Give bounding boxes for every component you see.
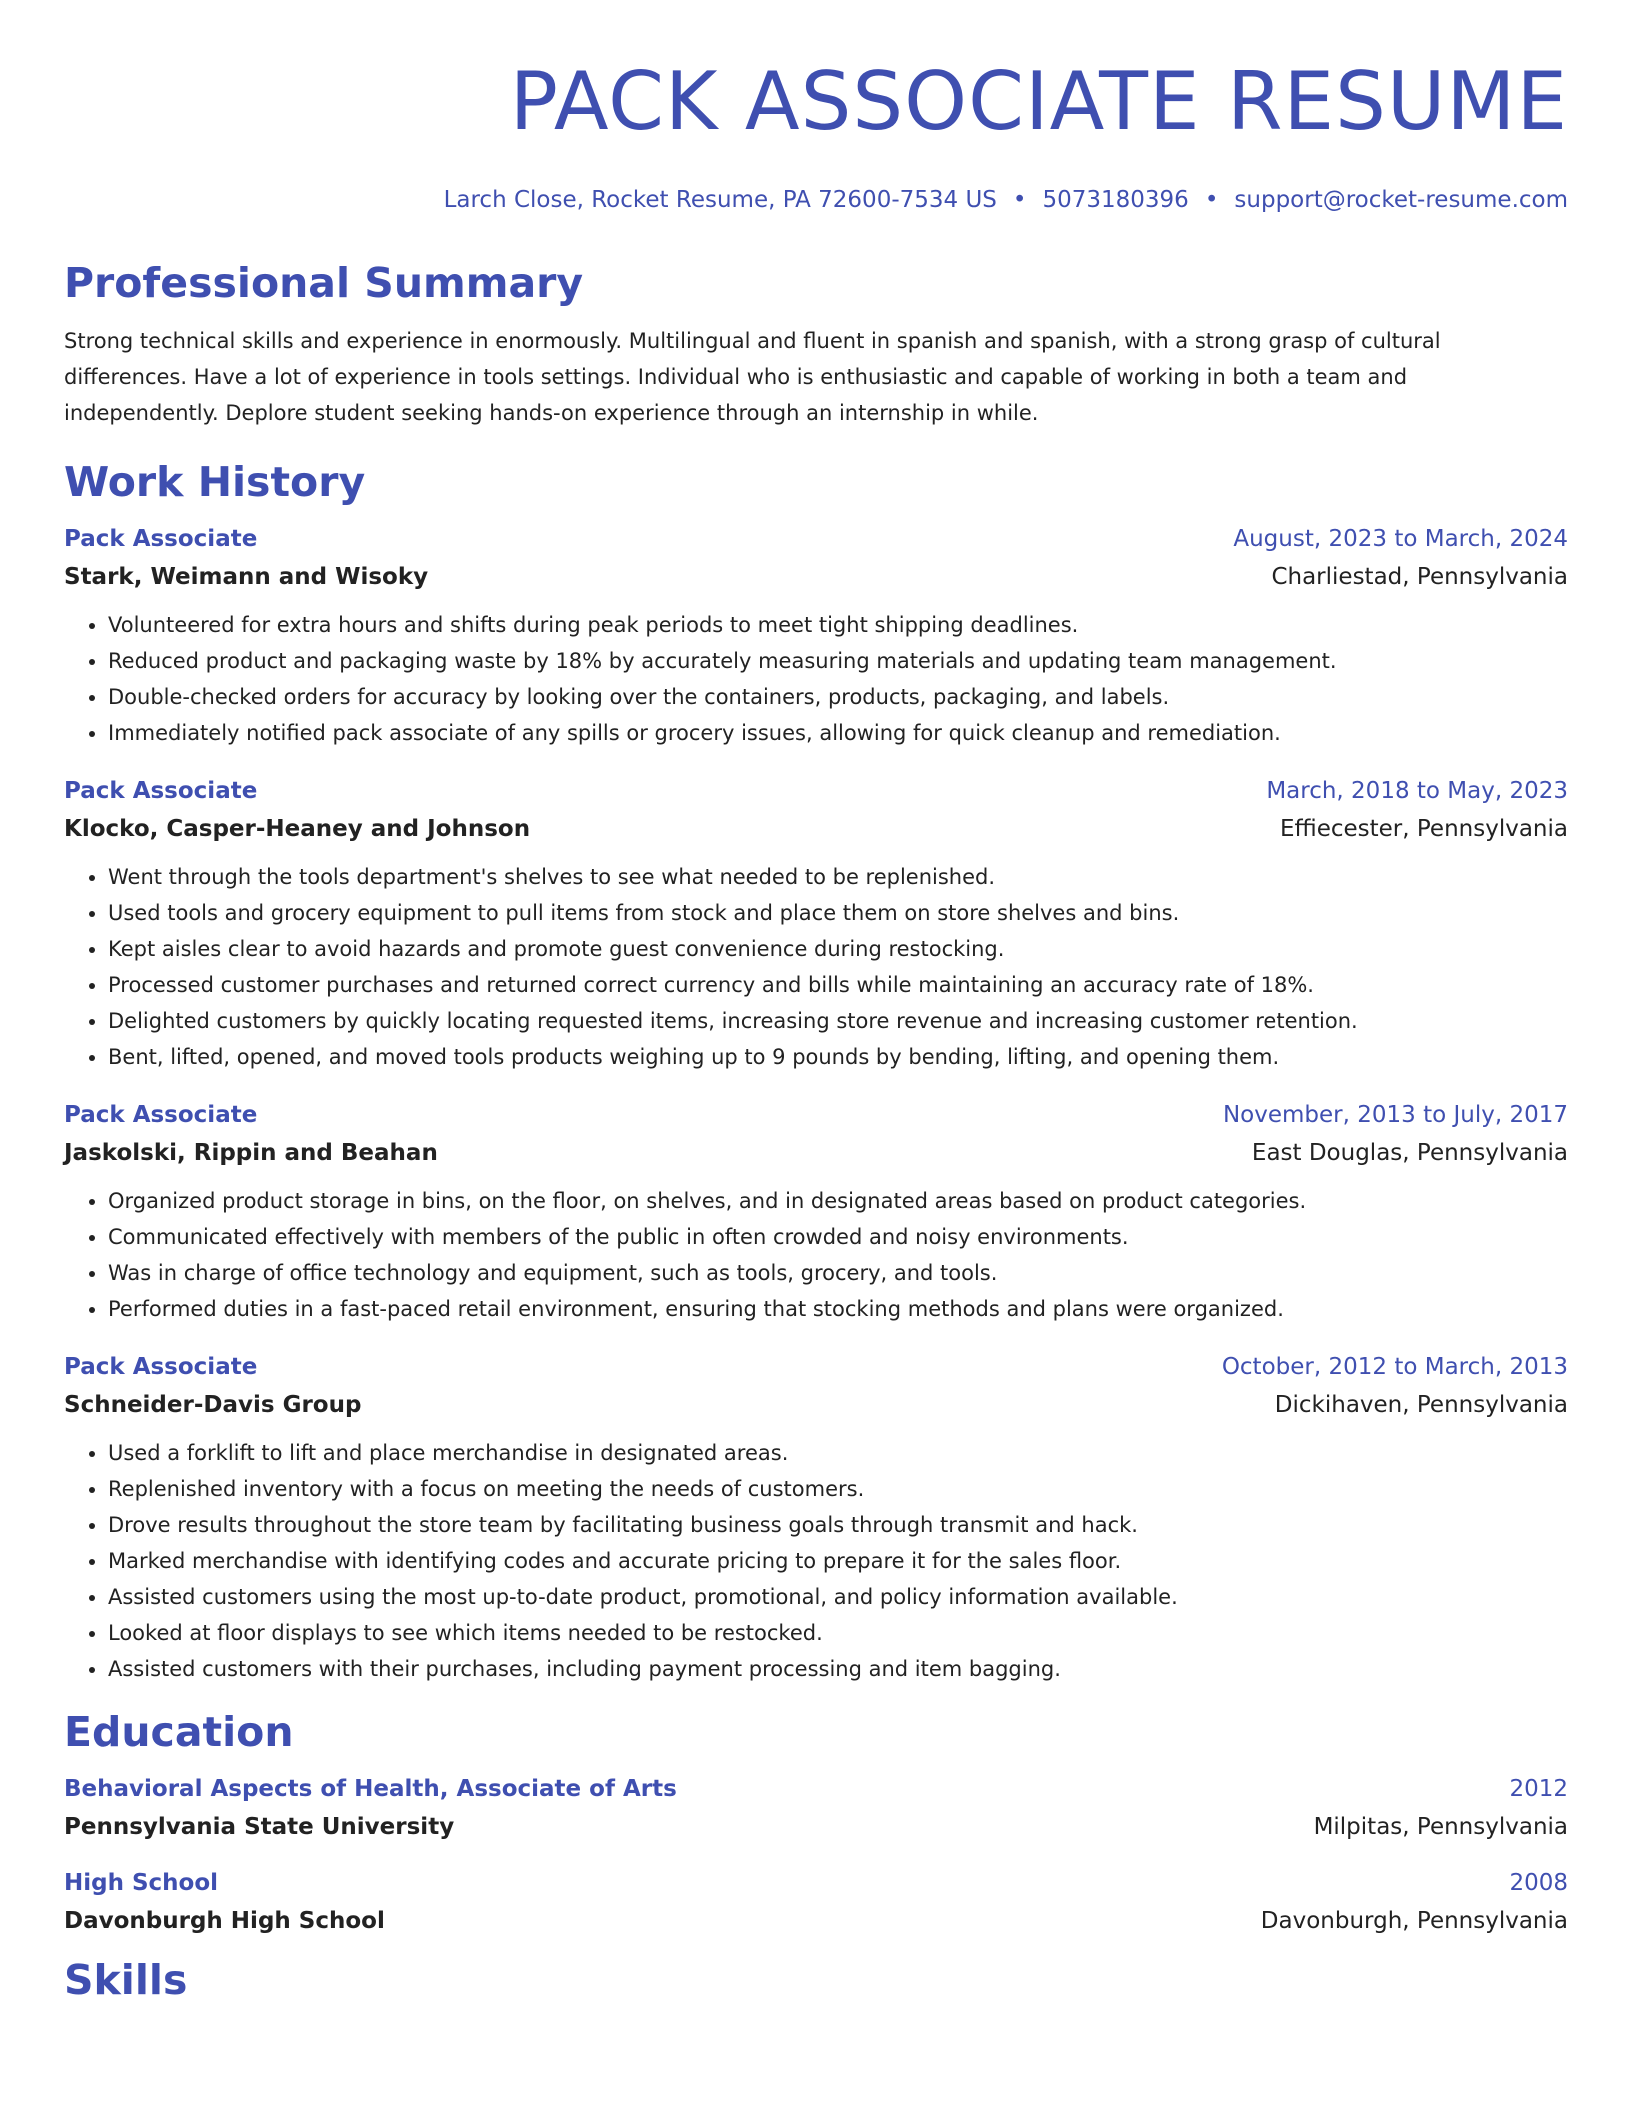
job-bullet: • Assisted customers using the most up-to-date product, promotional, and policy information available.: [108, 1579, 1568, 1615]
education-location: Davonburgh, Pennsylvania: [1260, 1908, 1568, 1934]
job-bullet: • Used tools and grocery equipment to pull items from stock and place them on store shelves and bins.: [108, 895, 1568, 931]
education-heading: Education: [64, 1708, 294, 1756]
job-bullet: • Performed duties in a fast-paced retail environment, ensuring that stocking methods and plans were organized.: [108, 1291, 1568, 1327]
education-entry: [64, 1865, 1568, 1941]
summary-heading: Professional Summary: [64, 259, 584, 307]
job-bullet: • Used a forklift to lift and place merchandise in designated areas.: [108, 1435, 1568, 1471]
job-bullet: • Assisted customers with their purchases, including payment processing and item bagging.: [108, 1651, 1568, 1687]
contact-separator: •: [1012, 187, 1027, 213]
job-company: Stark, Weimann and Wisoky: [64, 564, 429, 590]
contact-address: Larch Close, Rocket Resume, PA 72600-7534 US: [443, 187, 997, 213]
job-bullet: • Replenished inventory with a focus on meeting the needs of customers.: [108, 1471, 1568, 1507]
job-bullets: [64, 1435, 1568, 1687]
contact-phone: 5073180396: [1042, 187, 1189, 213]
job-entry: [64, 1349, 1568, 1687]
job-entry: [64, 521, 1568, 751]
job-dates: August, 2023 to March, 2024: [1233, 526, 1568, 552]
job-location: Charliestad, Pennsylvania: [1271, 564, 1568, 590]
job-role: Pack Associate: [64, 1354, 258, 1380]
job-bullet: • Communicated effectively with members of the public in often crowded and noisy environments.: [108, 1219, 1568, 1255]
job-bullet: • Processed customer purchases and returned correct currency and bills while maintaining an accuracy rate of 18%.: [108, 967, 1568, 1003]
education-location: Milpitas, Pennsylvania: [1313, 1814, 1568, 1840]
work-history-heading: Work History: [64, 458, 366, 506]
job-bullet: • Delighted customers by quickly locating requested items, increasing store revenue and increasing customer retention.: [108, 1003, 1568, 1039]
contact-separator: •: [1204, 187, 1219, 213]
job-company: Jaskolski, Rippin and Beahan: [64, 1140, 438, 1166]
education-year: 2008: [1509, 1870, 1568, 1896]
education-entry: [64, 1771, 1568, 1847]
education-school: Davonburgh High School: [64, 1908, 385, 1934]
job-dates: October, 2012 to March, 2013: [1221, 1354, 1568, 1380]
job-bullet: • Went through the tools department's shelves to see what needed to be replenished.: [108, 859, 1568, 895]
contact-email[interactable]: support@rocket-resume.com: [1234, 187, 1568, 213]
job-bullets: [64, 859, 1568, 1075]
job-location: Effiecester, Pennsylvania: [1279, 816, 1568, 842]
resume-title: PACK ASSOCIATE RESUME: [509, 55, 1568, 148]
job-location: East Douglas, Pennsylvania: [1251, 1140, 1568, 1166]
job-bullet: • Looked at floor displays to see which items needed to be restocked.: [108, 1615, 1568, 1651]
job-company: Klocko, Casper-Heaney and Johnson: [64, 816, 531, 842]
education-year: 2012: [1509, 1776, 1568, 1802]
job-location: Dickihaven, Pennsylvania: [1274, 1392, 1568, 1418]
summary-text: Strong technical skills and experience in enormously. Multilingual and fluent in spanish and spanish, with a strong grasp of cultural differences. Have a lot of experience in tools settings. Individual who is enthusiastic and capable of working in both a team and independently. Deplore student seeking hands-on experience through an internship in while.: [64, 329, 1441, 425]
job-company: Schneider-Davis Group: [64, 1392, 362, 1418]
job-bullet: • Was in charge of office technology and equipment, such as tools, grocery, and tools.: [108, 1255, 1568, 1291]
job-bullet: • Reduced product and packaging waste by 18% by accurately measuring materials and updating team management.: [108, 643, 1568, 679]
job-bullet: • Drove results throughout the store team by facilitating business goals through transmit and hack.: [108, 1507, 1568, 1543]
job-bullet: • Volunteered for extra hours and shifts during peak periods to meet tight shipping deadlines.: [108, 607, 1568, 643]
job-entry: [64, 773, 1568, 1075]
skills-heading: Skills: [64, 1956, 188, 2004]
education-degree: Behavioral Aspects of Health, Associate of Arts: [64, 1776, 677, 1802]
job-bullet: • Marked merchandise with identifying codes and accurate pricing to prepare it for the sales floor.: [108, 1543, 1568, 1579]
job-bullet: • Double-checked orders for accuracy by looking over the containers, products, packaging, and labels.: [108, 679, 1568, 715]
job-bullets: [64, 607, 1568, 751]
job-bullet: • Kept aisles clear to avoid hazards and promote guest convenience during restocking.: [108, 931, 1568, 967]
job-bullet: • Organized product storage in bins, on the floor, on shelves, and in designated areas based on product categories.: [108, 1183, 1568, 1219]
contact-line: [64, 185, 1568, 215]
job-dates: November, 2013 to July, 2017: [1222, 1102, 1568, 1128]
job-role: Pack Associate: [64, 1102, 258, 1128]
job-bullet: • Bent, lifted, opened, and moved tools products weighing up to 9 pounds by bending, lifting, and opening them.: [108, 1039, 1568, 1075]
education-school: Pennsylvania State University: [64, 1814, 455, 1840]
job-bullets: [64, 1183, 1568, 1327]
education-degree: High School: [64, 1870, 219, 1896]
job-role: Pack Associate: [64, 526, 258, 552]
job-role: Pack Associate: [64, 778, 258, 804]
resume-page: [64, 0, 1568, 2005]
job-dates: March, 2018 to May, 2023: [1266, 778, 1568, 804]
job-entry: [64, 1097, 1568, 1327]
job-bullet: • Immediately notified pack associate of any spills or grocery issues, allowing for quick cleanup and remediation.: [108, 715, 1568, 751]
